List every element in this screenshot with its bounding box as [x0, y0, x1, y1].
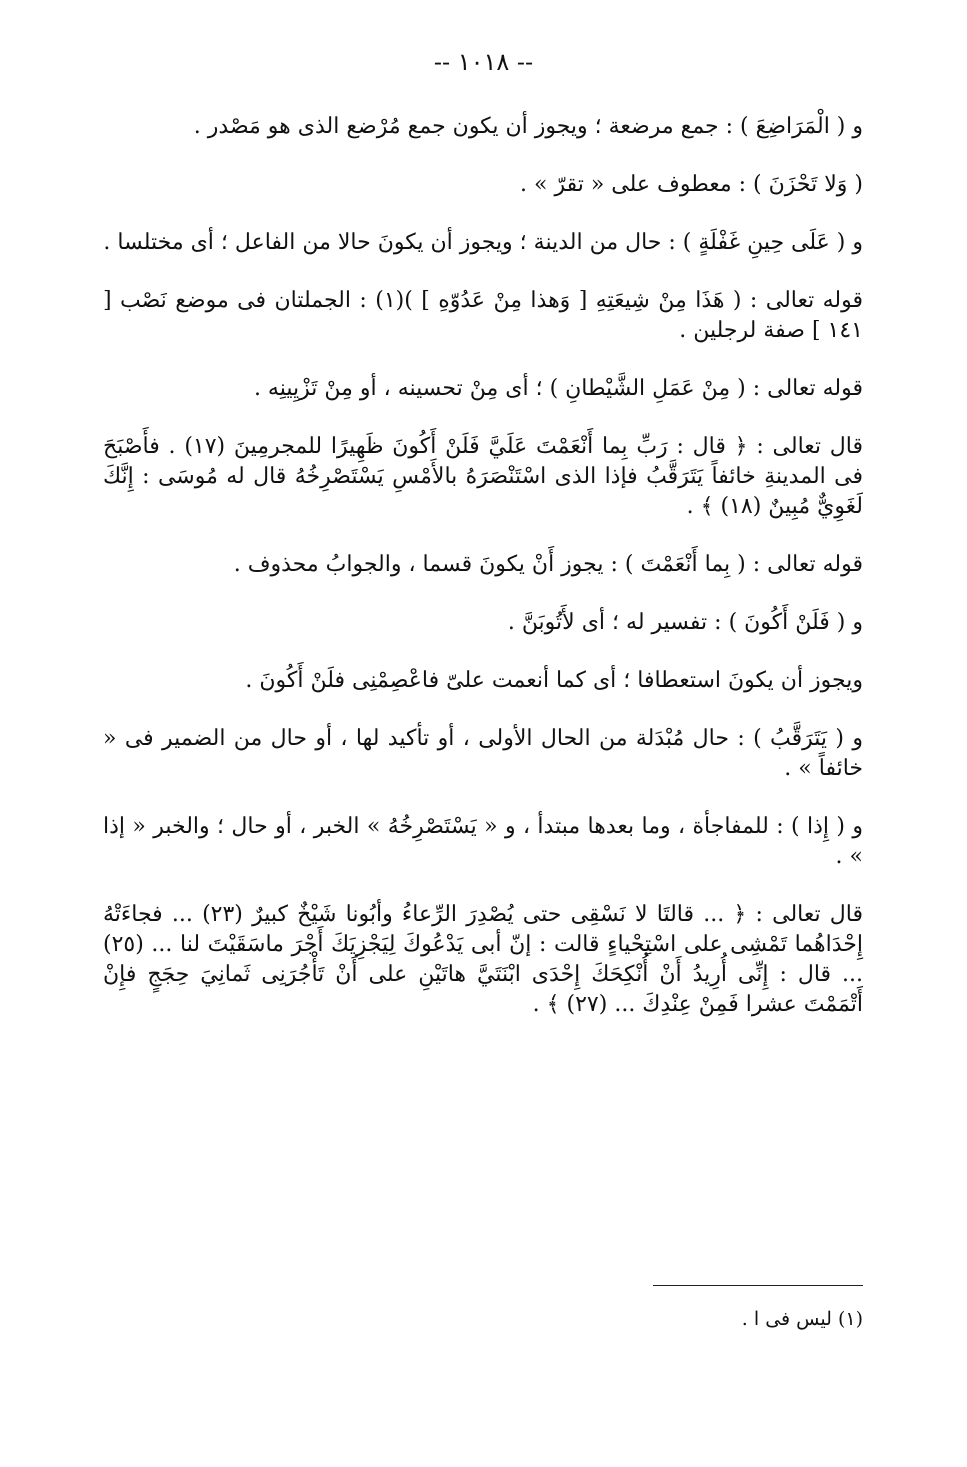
paragraph-9: ويجوز أن يكونَ استعطافا ؛ أى كما أنعمت علىّ فاعْصِمْنِى فلَنْ أَكُونَ .: [245, 668, 863, 693]
paragraph-2: ( وَلا تَحْزَنَ ) : معطوف على « تقرّ » .: [520, 172, 863, 197]
main-text: [103, 112, 863, 1048]
footnote: (١) ليس فى ا .: [741, 1308, 863, 1330]
paragraph-10: و ( يَتَرَقَّبُ ) : حال مُبْدَلة من الحال الأولى ، أو تأكيد لها ، أو حال من الضمير فى « خائفاً » .: [103, 726, 863, 781]
paragraph-3: و ( عَلَى حِينِ غَفْلَةٍ ) : حال من الدينة ؛ ويجوز أن يكونَ حالا من الفاعل ؛ أى مختلسا .: [103, 230, 863, 255]
quran-quote-1: قال تعالى : ﴿ قال : رَبِّ بِما أَنْعَمْتَ عَلَيَّ فَلَنْ أَكُونَ ظَهِيرًا للمجرمِينَ (١٧) . فأَصْبَحَ فى المدينةِ خائفاً يَتَرَقَّبُ فإذا الذى اسْتَنْصَرَهُ بالأَمْسِ يَسْتَصْرِخُهُ قال له مُوسَى : إِنَّكَ لَغَوِيٌّ مُبِينٌ (١٨) ﴾ .: [103, 434, 863, 519]
paragraph-4: قوله تعالى : ( هَذَا مِنْ شِيعَتِهِ [ وَهذا مِنْ عَدُوّهِ ] )(١) : الجملتان فى موضع نَصْب [ ١٤١ ] صفة لرجلين .: [103, 288, 864, 343]
quran-quote-2: قال تعالى : ﴿ ... قالتَا لا نَسْقِى حتى يُصْدِرَ الرِّعاءُ وأبُونا شَيْخٌ كبيرٌ (٢٣) ... فجاءَتْهُ إِحْدَاهُما تَمْشِى على اسْتِحْياءٍ قالت : إنّ أبى يَدْعُوكَ لِيَجْزِيَكَ أَجْرَ ماسَقَيْتَ لنا ... (٢٥) ... قال : إِنِّى أُرِيدُ أَنْ أُنْكِحَكَ إِحْدَى ابْنَتَيَّ هاتَيْنِ على أَنْ تَأْجُرَنِى ثَمانِيَ حِجَجٍ فإِنْ أَتْمَمْتَ عشرا فَمِنْ عِنْدِكَ ... (٢٧) ﴾ .: [103, 902, 863, 1017]
paragraph-7: قوله تعالى : ( بِما أَنْعَمْتَ ) : يجوز أَنْ يكونَ قسما ، والجوابُ محذوف .: [233, 552, 863, 577]
paragraph-11: و ( إِذا ) : للمفاجأة ، وما بعدها مبتدأ ، و « يَسْتَصْرِخُهُ » الخبر ، أو حال ؛ والخبر « إذا » .: [103, 814, 863, 869]
footnote-separator: [653, 1285, 863, 1286]
paragraph-1: و ( الْمَرَاضِعَ ) : جمع مرضعة ؛ ويجوز أن يكون جمع مُرْضع الذى هو مَصْدر .: [193, 114, 863, 139]
paragraph-5: قوله تعالى : ( مِنْ عَمَلِ الشَّيْطانِ ) ؛ أى مِنْ تحسينه ، أو مِنْ تَزْيِينِه .: [253, 376, 863, 401]
paragraph-8: و ( فَلَنْ أَكُونَ ) : تفسير له ؛ أى لأَتُوبَنَّ .: [507, 610, 863, 635]
page-number: -- ١٠١٨ --: [433, 48, 534, 76]
